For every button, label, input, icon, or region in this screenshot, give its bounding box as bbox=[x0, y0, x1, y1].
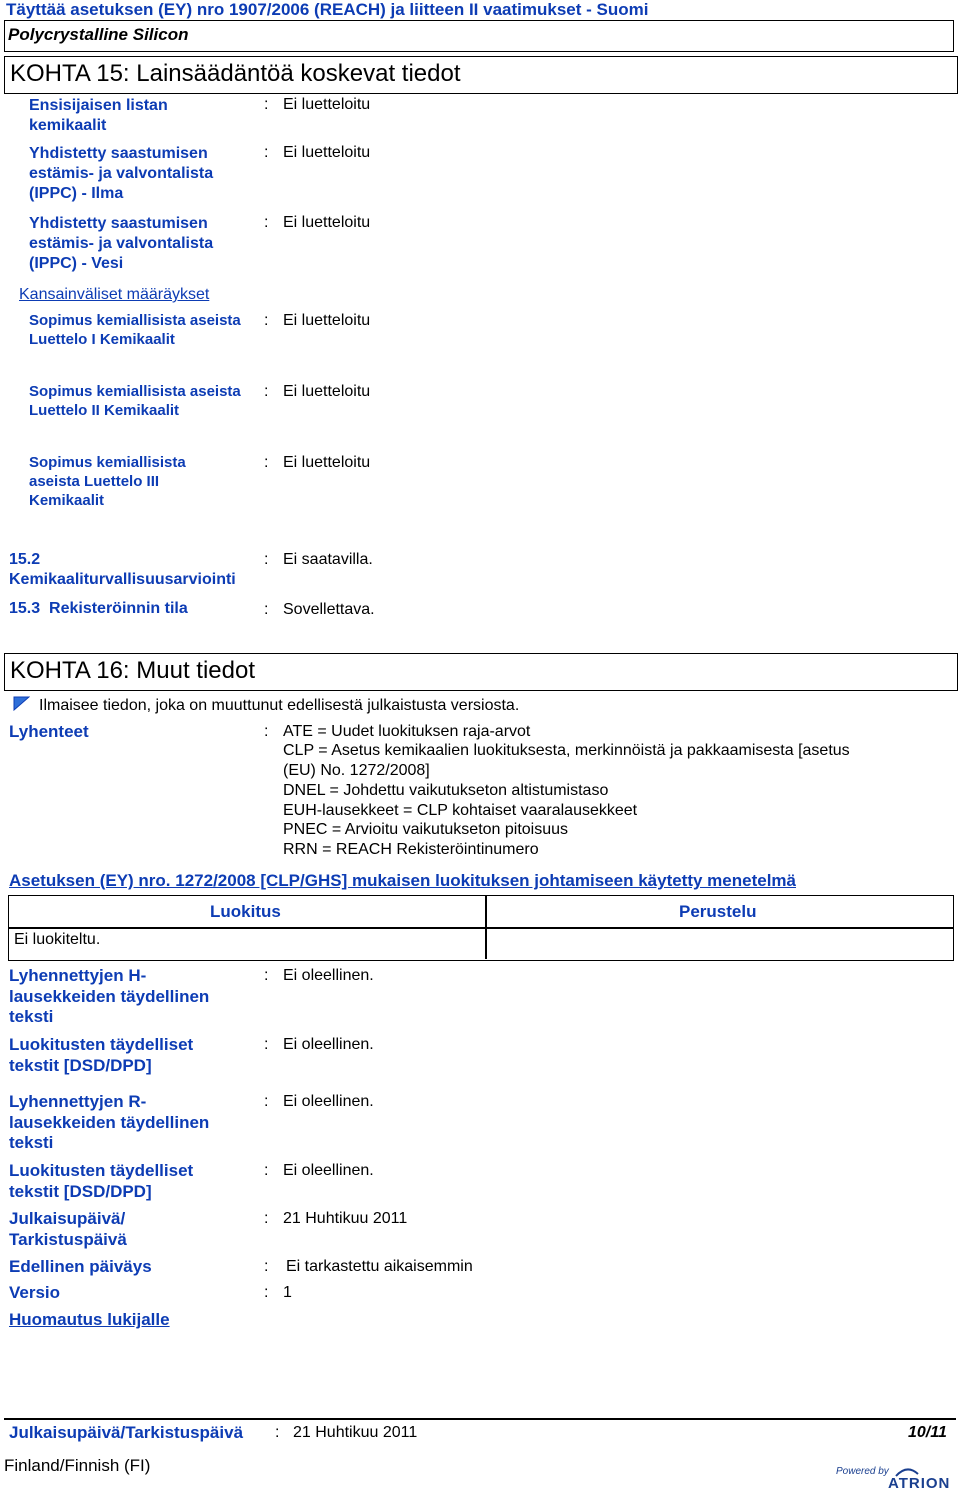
abbrev-7: RRN = REACH Rekisteröintinumero bbox=[283, 841, 539, 858]
colon: : bbox=[264, 601, 269, 618]
abbrev-1: ATE = Uudet luokituksen raja-arvot bbox=[283, 723, 531, 740]
label-dsd-dpd-1: Luokitusten täydelliset tekstit [DSD/DPD] bbox=[9, 1035, 194, 1075]
colon: : bbox=[275, 1424, 280, 1441]
abbrev-3: (EU) No. 1272/2008] bbox=[283, 762, 430, 779]
powered-by-text: Powered by bbox=[836, 1466, 889, 1477]
colon: : bbox=[264, 383, 269, 400]
locale-label: Finland/Finnish (FI) bbox=[4, 1456, 151, 1475]
product-name: Polycrystalline Silicon bbox=[8, 25, 189, 44]
page-number: 10/11 bbox=[908, 1424, 947, 1441]
label-cwc-list-3: Sopimus kemiallisista aseista Luettelo III Kemikaalit bbox=[29, 454, 186, 509]
abbrev-6: PNEC = Arvioitu vaikutukseton pitoisuus bbox=[283, 821, 569, 838]
table-divider bbox=[485, 895, 487, 927]
colon: : bbox=[264, 144, 269, 161]
value-ippc-water: Ei luetteloitu bbox=[283, 214, 371, 231]
colon: : bbox=[264, 1036, 269, 1053]
value-cwc-list-2: Ei luetteloitu bbox=[283, 383, 371, 400]
table-cell-classification: Ei luokiteltu. bbox=[14, 931, 101, 948]
value-version: 1 bbox=[283, 1284, 292, 1301]
colon: : bbox=[264, 723, 269, 740]
value-ippc-air: Ei luetteloitu bbox=[283, 144, 371, 161]
value-registration-status: Sovellettava. bbox=[283, 601, 375, 618]
colon: : bbox=[264, 214, 269, 231]
brand-text: ATRION bbox=[888, 1475, 951, 1492]
label-registration-status: 15.3 Rekisteröinnin tila bbox=[9, 600, 188, 617]
table-divider bbox=[485, 927, 487, 959]
value-cwc-list-1: Ei luetteloitu bbox=[283, 312, 371, 329]
label-dsd-dpd-2: Luokitusten täydelliset tekstit [DSD/DPD] bbox=[9, 1161, 194, 1201]
colon: : bbox=[264, 1162, 269, 1179]
label-version: Versio bbox=[9, 1283, 61, 1302]
change-marker-icon bbox=[13, 696, 30, 711]
colon: : bbox=[264, 967, 269, 984]
footer-date-value: 21 Huhtikuu 2011 bbox=[293, 1424, 418, 1441]
change-note: Ilmaisee tiedon, joka on muuttunut edellisestä julkaistusta versiosta. bbox=[39, 697, 520, 714]
table-divider bbox=[8, 927, 485, 929]
classification-method-heading: Asetuksen (EY) nro. 1272/2008 [CLP/GHS] mukaisen luokituksen johtamiseen käytetty menetelmä bbox=[9, 871, 796, 890]
colon: : bbox=[264, 551, 269, 568]
label-ippc-water: Yhdistetty saastumisen estämis- ja valvontalista (IPPC) - Vesi bbox=[29, 215, 214, 272]
abbrev-2: CLP = Asetus kemikaalien luokituksesta, merkinnöistä ja pakkaamisesta [asetus bbox=[283, 742, 850, 759]
table-header-classification: Luokitus bbox=[210, 902, 281, 921]
colon: : bbox=[264, 312, 269, 329]
abbrev-4: DNEL = Johdettu vaikutukseton altistumistaso bbox=[283, 782, 609, 799]
table-header-justification: Perustelu bbox=[679, 902, 757, 921]
colon: : bbox=[264, 1210, 269, 1227]
label-previous-date: Edellinen päiväys bbox=[9, 1257, 152, 1276]
value-previous-date: Ei tarkastettu aikaisemmin bbox=[286, 1258, 473, 1275]
table-divider bbox=[485, 927, 953, 929]
value-cwc-list-3: Ei luetteloitu bbox=[283, 454, 371, 471]
value-issue-date: 21 Huhtikuu 2011 bbox=[283, 1210, 408, 1227]
label-r-statements: Lyhennettyjen R-lausekkeiden täydellinen teksti bbox=[9, 1092, 210, 1152]
value-priority-list: Ei luetteloitu bbox=[283, 96, 371, 113]
label-cwc-list-1: Sopimus kemiallisista aseista Luettelo I Kemikaalit bbox=[29, 312, 241, 348]
colon: : bbox=[264, 1284, 269, 1301]
label-abbreviations: Lyhenteet bbox=[9, 722, 89, 741]
international-regulations-heading: Kansainväliset määräykset bbox=[19, 286, 210, 303]
section-16-title: KOHTA 16: Muut tiedot bbox=[10, 657, 256, 684]
footer-rule bbox=[4, 1418, 956, 1420]
label-issue-date: Julkaisupäivä/ Tarkistuspäivä bbox=[9, 1209, 127, 1249]
value-dsd-dpd-2: Ei oleellinen. bbox=[283, 1162, 374, 1179]
value-h-statements: Ei oleellinen. bbox=[283, 967, 374, 984]
atrion-logo bbox=[834, 1464, 958, 1492]
label-ippc-air: Yhdistetty saastumisen estämis- ja valvontalista (IPPC) - Ilma bbox=[29, 145, 214, 202]
colon: : bbox=[264, 96, 269, 113]
label-h-statements: Lyhennettyjen H-lausekkeiden täydellinen teksti bbox=[9, 966, 210, 1026]
section-15-title: KOHTA 15: Lainsäädäntöä koskevat tiedot bbox=[10, 60, 461, 87]
colon: : bbox=[264, 1093, 269, 1110]
label-cwc-list-2: Sopimus kemiallisista aseista Luettelo II Kemikaalit bbox=[29, 383, 241, 419]
label-priority-list: Ensisijaisen listan kemikaalit bbox=[29, 97, 168, 134]
value-r-statements: Ei oleellinen. bbox=[283, 1093, 374, 1110]
colon: : bbox=[264, 1258, 269, 1275]
document-title: Täyttää asetuksen (EY) nro 1907/2006 (REACH) ja liitteen II vaatimukset - Suomi bbox=[6, 0, 649, 19]
colon: : bbox=[264, 454, 269, 471]
note-to-reader-heading: Huomautus lukijalle bbox=[9, 1310, 170, 1329]
footer-date-label: Julkaisupäivä/Tarkistuspäivä bbox=[9, 1423, 244, 1442]
label-chemical-safety-assessment: 15.2 Kemikaaliturvallisuusarviointi bbox=[9, 551, 236, 588]
value-dsd-dpd-1: Ei oleellinen. bbox=[283, 1036, 374, 1053]
value-chemical-safety-assessment: Ei saatavilla. bbox=[283, 551, 373, 568]
abbrev-5: EUH-lausekkeet = CLP kohtaiset vaaralausekkeet bbox=[283, 802, 638, 819]
